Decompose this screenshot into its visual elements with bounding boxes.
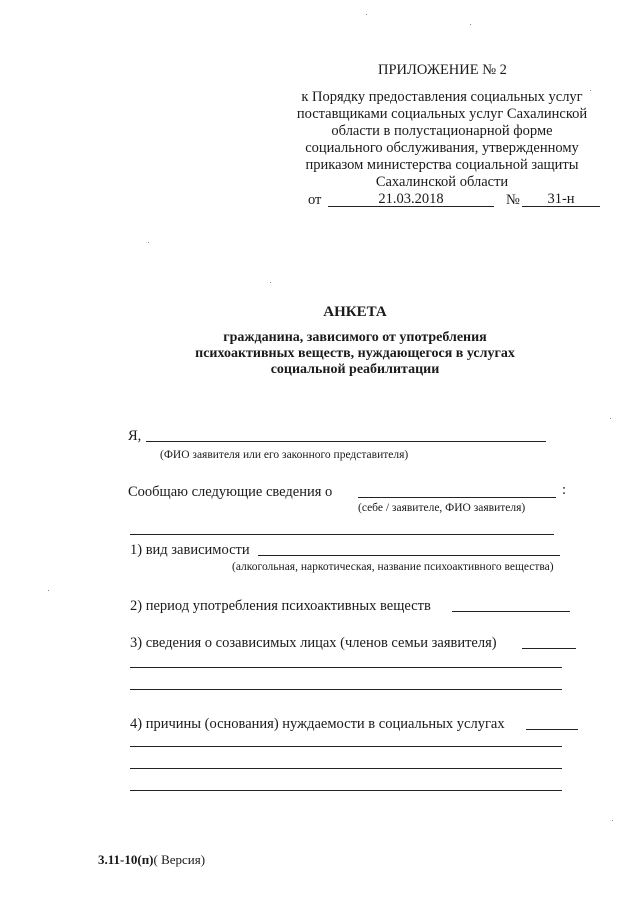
appendix-title: ПРИЛОЖЕНИЕ № 2 <box>378 62 507 78</box>
appendix-line-2: поставщиками социальных услуг Сахалинской <box>296 106 588 122</box>
scan-speck <box>148 242 149 243</box>
appendix-line-3: области в полустационарной форме <box>331 123 553 139</box>
reasons-line-2[interactable] <box>130 746 562 747</box>
form-code: 3.11-10(п) <box>98 852 154 867</box>
from-label: от <box>308 192 322 208</box>
codependents-line-3[interactable] <box>130 689 562 690</box>
scan-speck <box>270 282 271 283</box>
item2-label: 2) период употребления психоактивных веществ <box>130 598 431 614</box>
report-subject-field[interactable] <box>358 497 556 498</box>
i-label: Я, <box>128 428 142 444</box>
appendix-line-4: социального обслуживания, утвержденному <box>305 140 579 156</box>
scan-speck <box>48 590 49 591</box>
order-date: 21.03.2018 <box>378 191 444 207</box>
report-subject-line-2[interactable] <box>130 534 554 535</box>
usage-period-field[interactable] <box>452 611 570 612</box>
appendix-line-1: к Порядку предоставления социальных услуг <box>301 89 583 105</box>
form-subtitle-line-1: гражданина, зависимого от употребления <box>223 330 487 345</box>
order-number: 31-н <box>547 191 575 207</box>
codependents-line-2[interactable] <box>130 667 562 668</box>
form-code-footer <box>98 852 205 868</box>
dependency-type-hint: (алкогольная, наркотическая, название психоактивного вещества) <box>232 561 554 573</box>
form-version: ( Версия) <box>153 852 206 867</box>
number-label: № <box>506 192 520 208</box>
form-subtitle-line-3: социальной реабилитации <box>270 362 440 377</box>
scan-speck <box>366 14 367 15</box>
reasons-field[interactable] <box>526 729 578 730</box>
scan-speck <box>590 90 591 91</box>
codependents-field[interactable] <box>522 648 576 649</box>
item1-label: 1) вид зависимости <box>130 542 250 558</box>
form-subtitle-line-2: психоактивных веществ, нуждающегося в услугах <box>195 346 515 361</box>
report-colon: : <box>562 482 567 498</box>
appendix-line-5: приказом министерства социальной защиты <box>305 157 579 173</box>
applicant-name-hint: (ФИО заявителя или его законного представителя) <box>160 449 409 461</box>
form-title: АНКЕТА <box>323 304 387 320</box>
dependency-type-field[interactable] <box>258 555 560 556</box>
report-label: Сообщаю следующие сведения о <box>128 484 333 500</box>
report-subject-hint: (себе / заявителе, ФИО заявителя) <box>358 502 526 514</box>
item3-label: 3) сведения о созависимых лицах (членов семьи заявителя) <box>130 635 497 651</box>
scan-speck <box>470 24 471 25</box>
applicant-name-field[interactable] <box>146 441 546 442</box>
scan-speck <box>612 820 613 821</box>
scan-speck <box>610 418 611 419</box>
reasons-line-3[interactable] <box>130 768 562 769</box>
appendix-line-6: Сахалинской области <box>375 174 509 190</box>
reasons-line-4[interactable] <box>130 790 562 791</box>
item4-label: 4) причины (основания) нуждаемости в социальных услугах <box>130 716 505 732</box>
